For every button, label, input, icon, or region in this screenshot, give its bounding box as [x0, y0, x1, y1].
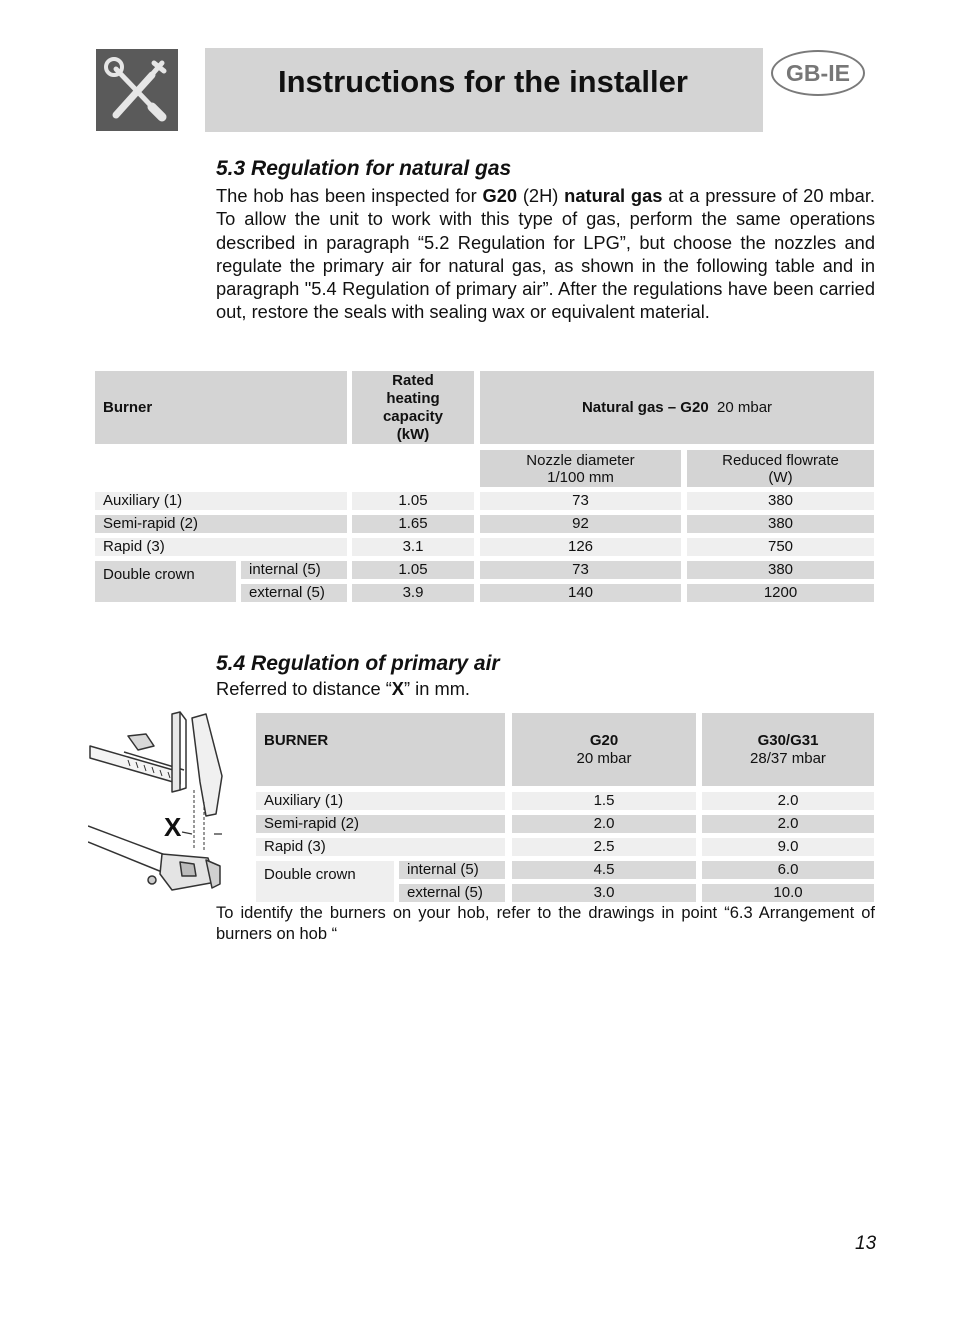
table-header-flowrate: Reduced flowrate (W)	[687, 450, 874, 487]
table-cell-g30: 10.0	[702, 884, 874, 902]
para-text: at a pressure of 20 mbar. To allow the unit to work with this type of gas, perform the same operations described in paragraph “5.2 Regulation for LPG”, but choose the nozzles and regulate the primary air for natural gas, as shown in the following table and in paragraph "5.4 Regulation of primary air”. After the regulations have been carried out, restore the seals with sealing wax or equivalent material.	[216, 185, 875, 323]
table-cell-double-crown: Double crown	[95, 561, 236, 602]
wrench-screwdriver-icon	[96, 49, 178, 131]
table-cell-flowrate: 380	[687, 561, 874, 579]
table-cell-g30: 6.0	[702, 861, 874, 879]
table-cell-g20: 2.5	[512, 838, 696, 856]
table-cell-burner: Rapid (3)	[95, 538, 347, 556]
table-cell-capacity: 3.9	[352, 584, 474, 602]
table-header-g20	[512, 713, 696, 786]
table-cell-capacity: 3.1	[352, 538, 474, 556]
table-cell-g30: 2.0	[702, 815, 874, 833]
g20-pressure: 20 mbar	[576, 749, 632, 767]
caliper-illustration	[88, 710, 236, 902]
table-cell-burner: Auxiliary (1)	[95, 492, 347, 510]
section-paragraph-natural-gas	[216, 184, 875, 324]
gas-header-bold: Natural gas – G20	[581, 398, 709, 416]
table-cell-g30: 9.0	[702, 838, 874, 856]
table-cell-nozzle: 73	[480, 561, 681, 579]
table-cell-burner: Semi-rapid (2)	[95, 515, 347, 533]
table-cell-burner: external (5)	[399, 884, 505, 902]
para-bold-g20: G20	[482, 185, 518, 206]
section-title-natural-gas: 5.3 Regulation for natural gas	[216, 157, 512, 180]
table-cell-g20: 2.0	[512, 815, 696, 833]
table-cell-flowrate: 1200	[687, 584, 874, 602]
para-text: (2H)	[517, 185, 565, 206]
table-cell-nozzle: 73	[480, 492, 681, 510]
section-subtitle-primary-air	[216, 678, 470, 700]
table-cell-flowrate: 380	[687, 492, 874, 510]
table-cell-nozzle: 92	[480, 515, 681, 533]
illustration-label-x: X	[164, 812, 182, 842]
table-cell-burner: internal (5)	[399, 861, 505, 879]
table-cell-nozzle: 126	[480, 538, 681, 556]
table-cell-capacity: 1.65	[352, 515, 474, 533]
region-badge: GB-IE	[771, 50, 865, 96]
table-header-gas	[480, 371, 874, 444]
g30-header: G30/G31	[757, 731, 819, 749]
table-cell-burner: external (5)	[241, 584, 347, 602]
table-cell-burner: Rapid (3)	[256, 838, 505, 856]
footer-note: To identify the burners on your hob, refer to the drawings in point “6.3 Arrangement of burners on hob “	[216, 904, 875, 943]
table-cell-g20: 3.0	[512, 884, 696, 902]
subtitle-text: ” in mm.	[404, 678, 471, 699]
table-header-capacity: Rated heating capacity (kW)	[352, 371, 474, 444]
table-cell-burner: Semi-rapid (2)	[256, 815, 505, 833]
table-cell-g20: 1.5	[512, 792, 696, 810]
table-cell-capacity: 1.05	[352, 561, 474, 579]
table-cell-g20: 4.5	[512, 861, 696, 879]
g20-header: G20	[589, 731, 619, 749]
subtitle-text: Referred to distance “	[216, 678, 392, 699]
table-cell-g30: 2.0	[702, 792, 874, 810]
table-cell-double-crown: Double crown	[256, 861, 394, 902]
table-cell-burner: internal (5)	[241, 561, 347, 579]
g30-pressure: 28/37 mbar	[750, 749, 826, 767]
table-cell-flowrate: 380	[687, 515, 874, 533]
subtitle-bold-x: X	[391, 678, 404, 699]
gas-header-pressure: 20 mbar	[717, 398, 773, 416]
table-header-burner: Burner	[95, 371, 347, 444]
table-header-nozzle: Nozzle diameter 1/100 mm	[480, 450, 681, 487]
page-number: 13	[855, 1233, 877, 1254]
table-cell-flowrate: 750	[687, 538, 874, 556]
table-cell-capacity: 1.05	[352, 492, 474, 510]
table-header-g30	[702, 713, 874, 786]
table-header-burner: BURNER	[256, 713, 505, 786]
para-text: The hob has been inspected for	[216, 185, 483, 206]
section-title-primary-air: 5.4 Regulation of primary air	[216, 652, 500, 675]
page-title: Instructions for the installer	[278, 64, 688, 99]
table-cell-nozzle: 140	[480, 584, 681, 602]
table-cell-burner: Auxiliary (1)	[256, 792, 505, 810]
para-bold-natural-gas: natural gas	[564, 185, 663, 206]
